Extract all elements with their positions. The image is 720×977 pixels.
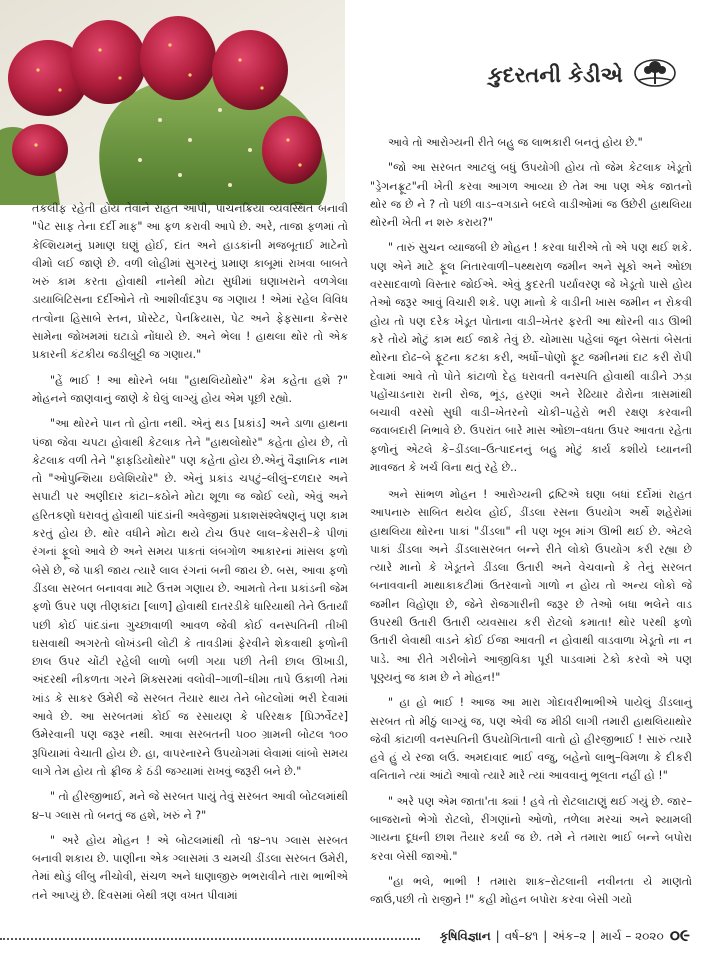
paragraph: " અરે હોય મોહન ! એ બોટલમાંથી તો ૧૪–૧૫ ગ્લાસ સરબત બનાવી શકાય છે. પાણીના એક ગ્લાસમાં ૩ ચમચી ડીંડલા સરબત ઉમેરી, તેમાં થોડું લીંબુ નીચોવી, સંચળ અને ધાણાજીરુ ભભરાવીને તારા ભાભીએ તને આપ્યું છે. દિવસમાં બેથી ત્રણ વખત પીવામાં [32, 833, 348, 902]
paragraph: "હા ભલે, ભાભી ! તમારા શાક–રોટલાની નવીનતા યે માણતો જાઉં,પછી તો રાજીને !" કહી મોહન બપોરા કરવા બેસી ગયો [370, 874, 692, 907]
left-column [32, 200, 348, 905]
right-column-bottom [370, 486, 692, 910]
footer-issue: અંક–૨ [552, 928, 587, 943]
paragraph: તકલીફ રહેતી હોય તેવાને રાહત આપી, પાચનક્રિયા વ્યવસ્થિત બનાવી "પેટ સાફ તેના દર્દી માફ" આ ફળ કરાવી આપે છે. અરે, તાજા ફળમાં તો કેલ્શિયમનું પ્રમાણ ઘણું હોઈ, દાંત અને હાડકાંની મજબૂતાઈ માટેનો વીમો લઈ જાણે છે. વળી લોહીમાં સુગરનું પ્રમાણ કાબૂમાં રાખવા બાબતે ખરું કામ કરતા હોવાથી નાનેથી મોટા સુધીમાં ઘણાખરાને વળગેલા ડાયાબિટિસના દર્દીઓને તો આશીર્વાદરૂપ જ ગણાય ! એમાં રહેલ વિવિધ તત્વોના હિસાબે સ્તન, પ્રોસ્ટેટ, પેનક્રિયાસ, પેટ અને ફેફસાના કેન્સર સામેના જોખમમાં ઘટાડો નોંધાયે છે. અને ભેલા ! હાથલા થોર તો એક પ્રકારની કંટકીય જડીબુટ્ટી જ ગણાય." [32, 202, 348, 362]
right-column-top [370, 134, 692, 477]
paragraph: આવે તો આરોગ્યની રીતે બહુ જ લાભકારી બનતું હોય છે." [388, 136, 643, 149]
page-footer [440, 926, 690, 946]
paragraph: " તો હીરજીભાઈ, મને જે સરબત પાયું તેવું સરબત આવી બોટલમાંથી ૪–૫ ગ્લાસ તો બનતું જ હશે, ખરું ને ?" [32, 790, 348, 822]
footer-volume: વર્ષ–૪૧ [504, 928, 539, 943]
section-title: કુદરતની કેડીએ [488, 62, 623, 87]
footer-divider [0, 938, 420, 940]
cactus-fruit-photo [0, 0, 345, 205]
paragraph: " અરે પણ એમ જાતા'તા ક્યાં ! હવે તો રોટલાટાણું થઈ ગયું છે. જાર–બાજરાનો ભેગો રોટલો, રીંગણાંનો ઓળો, તળેલા મરચાં અને શ્યામલી ગાયના દૂધની છાશ તૈયાર કર્યા જ છે. તમે ને તમારા ભાઈ બન્ને બપોરા કરવા બેસી જાઓ." [370, 794, 692, 863]
page-number: ૦૯ [669, 926, 690, 946]
footer-separator: | [543, 929, 548, 943]
footer-date: માર્ચ – ૨૦૨૦ [600, 928, 664, 943]
paragraph: "જો આ સરબત આટલું બધું ઉપયોગી હોય તો જેમ કેટલાક ખેડૂતો "ડ્રેગનફ્રૂટ"ની ખેતી કરવા આગળ આવ્યા છે તેમ આ પણ એક જાતનો થોર જ છે ને ? તો પછી વાડ–વગડાને બદલે વાડીઓમાં જ ઉછેરી હાથલિયા થોરની ખેતી ન શરુ કરાય?" [370, 161, 692, 230]
paragraph: અને સાંભળ મોહન ! આરોગ્યની દ્રષ્ટિએ ઘણા બધાં દર્દોમાં રાહત આપનારુ સાબિત થયેલ હોઈ, ડીંડલા રસના ઉપયોગ અર્થે શહેરોમાં હાથલિયા થોરના પાકાં "ડીંડલા" ની પણ ખૂબ માંગ ઊભી થઈ છે. એટલે પાકાં ડીંડલા અને ડીંડલાસરબત બન્ને રીતે લોકો ઉપયોગ કરી રહ્યા છે ત્યારે માનો કે ખેડૂતને ડીંડલા ઉતારી અને વેચવાનો કે તેનું સરબત બનાવવાની માથાકાકટીમાં ઉતરવાનો ગાળો ન હોય તો અન્ય લોકો જે જમીન વિહોણા છે, જેને રોજગારીની જરૂર છે તેઓ બધા ભલેને વાડ ઉપરથી ઉતારી ઉતારી વ્યવસાય કરી રોટલો કમાતા! થોર પરથી ફળો ઉતારી લેવાથી વાડને કોઈ ઈજા આવતી ન હોવાથી વાડવાળા ખેડૂતો ના ન પાડે. આ રીતે ગરીબોને આજીવિકા પૂરી પાડવામાં ટેકો કરવો એ પણ પૂણ્યનું જ કામ છે ને મોહન!" [370, 488, 692, 684]
footer-separator: | [495, 929, 500, 943]
leaf-tree-logo-icon [633, 58, 677, 92]
paragraph: "હેં ભાઈ ! આ થોરને બધા "હાથલિયોથોર" કેમ કહેતા હશે ?" મોહનને જાણવાનું જાણે કે ઘેલું લાગ્યું હોય એમ પૂછી રહ્યો. [32, 373, 348, 405]
section-header [488, 58, 677, 92]
paragraph: "આ થોરને પાન તો હોતા નથી. એનું થડ [પ્રકાંડ] અને ડાળા હાથના પંજા જેવા ચપટા હોવાથી કેટલાક તેને "હાથલોથોર" કહેતા હોય છે, તો કેટલાક વળી તેને "ફાફડિયોથોર" પણ કહેતા હોય છે.એનું વૈજ્ઞાનિક નામ તો "ઓપુન્શિયા ઇલેશિયોર" છે. એનું પ્રકાંડ ચપટું–લીલું–દળદાર અને સપાટી પર અણીદાર કાંટા–કઠોને મોટા શૂળા જ જોઈ લ્યો, એવું અને હરિતકણો ધરાવતું હોવાથી પાંદડાંની અવેજીમાં પ્રકાશસંશ્લેષણનું પણ કામ કરતું હોય છે. થોર વધીને મોટા થયે ટોચ ઉપર લાલ–કેસરી–કે પીળાં રંગનાં ફૂલો આવે છે અને સમય પાકતાં લંબગોળ આકારનાં માંસલ ફળો બેસે છે, જે પાકી જાય ત્યારે લાલ રંગનાં બની જાય છે. બસ, આવા ફળો ડીંડલા સરબત બનાવવા માટે ઉત્તમ ગણાય છે. આમતો તેના પ્રકાંડની જેમ ફળો ઉપર પણ તીણકાંટા [લાળ] હોવાથી દાતરડીકે ધારિયાથી તેને ઉતાર્યાં પછી કોઈ પાંદડાંના ગુચ્છાવાળી આવળ જેવી કોઈ વનસ્પતિની તીખી ઘસવાથી અગરતો લોખંડની લોટી કે તાવડીમાં ફેરવીને શેકવાથી ફળોની છાલ ઉપર ચોંટી રહેલી લાળો બળી ગયા પછી તેની છાલ ઊખાડી, અંદરથી નીકળતા ગરને મિક્સરમાં વલોવી–ગાળી–ધીમા તાપે ઉકાળી તેમાં ખાંડ કે સાકર ઉમેરી જે સરબત તૈયાર થાય તેને બોટલોમાં ભરી દેવામાં આવે છે. આ સરબતમાં કોઈ જ રસાયણ કે પરિરક્ષક [પ્રિઝર્વેટર] ઉમેરવાની પણ જરૂર નથી. આવા સરબતની ૫૦૦ ગ્રામની બોટલ ૧૦૦ રૂપિયામાં વેચાતી હોય છે. હા, વાપરનારને ઉપયોગમાં લેવામાં લાંબો સમય લાગે તેમ હોય તો ફ્રીજ કે ઠંડી જગ્યામાં રાખવું જરૂરી બને છે." [32, 417, 348, 778]
footer-separator: | [591, 929, 596, 943]
footer-magazine-name: કૃષિવિજ્ઞાન [439, 928, 491, 943]
paragraph: " હા હો ભાઈ ! આજ આ મારા ગોદાવરીભાભીએ પાયેલું ડીંડલાનું સરબત તો મીઠું લાગ્યું જ, પણ એવી જ મીઠી લાગી તમારી હાથલિયાથોર જેવી કાંટાળી વનસ્પતિની ઉપયોગિતાની વાતો હો હીરજીભાઈ ! સારું ત્યારે હવે હું યે રજા લઉં. અમદાવાદ ભાઈ વજુ, બહેનો લાભુ–વિમળા કે દીકરી વનિતાને ત્યાં આંટો આવો ત્યારે મારે ત્યાં આવવાનું ભૂલતા નહીં હો !" [370, 696, 692, 783]
paragraph: " તારું સુચન વ્યાજબી છે મોહન ! કરવા ધારીએ તો એ પણ થઈ શકે. પણ એને માટે ફૂલ નિતારવાળી–પથ્થરાળ જમીન અને સૂકો અને ઓછા વરસાદવાળો વિસ્તાર જોઈએ. એવું કુદરતી પર્યાવરણ જે ખેડૂતો પાસે હોય તેઓ જરૂર આવું વિચારી શકે. પણ માનો કે વાડીની ખાસ જમીન ન રોકવી હોય તો પણ દરેક ખેડૂત પોતાના વાડી–ખેતર ફરતી આ થોરની વાડ ઊભી કરે તોયે મોટું કામ થઈ જાકે તેવું છે. ચોમાસા પહેલાં જૂન બેસતાં બેસતાં થોરના દોઢ–બે ફૂટના કટકા કરી, અર્ધો–પોણો ફૂટ જમીનમાં દાટ કરી રોપી દેવામાં આવે તો પોતે કાંટાળો દેહ ધરાવતી વનસ્પતિ હોવાથી વાડીને ઝડ઼ા પહોંચાડનારા રાની રોજ, ભૂંડ, હરણાં અને રેઢિયાર ઢોરોના ત્રાસમાંથી બચાવી વરસો સુધી વાડી–ખેતરનો ચોકી–પહેરો ભરી રક્ષણ કરવાની જવાબદારી નિભાવે છે. ઉપરાંત બારે માસ ઓછા–વધતા ઉપર આવતા રહેતા ફળોનું એટલે કે–ડીંડલા–ઉત્પાદનનું બહુ મોટું કાર્ય કશીયે ધ્યાનની માવજત કે ખર્ચ વિના થતું રહે છે.. [370, 241, 692, 475]
